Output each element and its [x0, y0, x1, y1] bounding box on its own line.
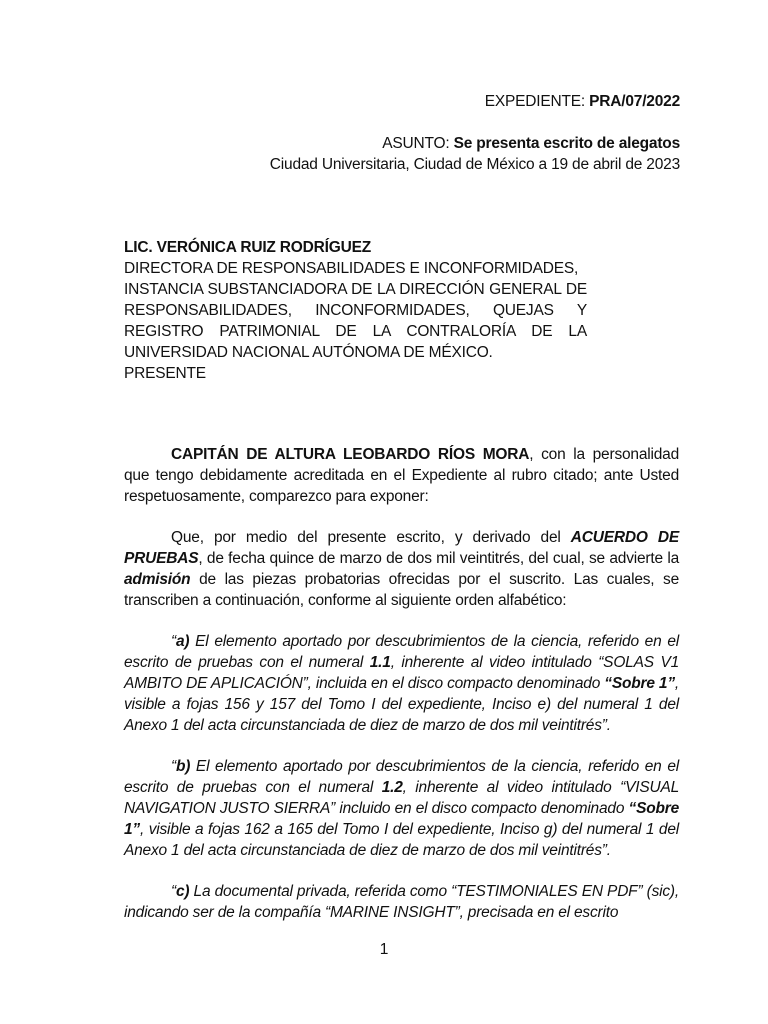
- admision: admisión: [124, 571, 191, 588]
- asunto-line: [124, 133, 680, 154]
- place-date: Ciudad Universitaria, Ciudad de México a 19 de abril de 2023: [269, 156, 680, 173]
- item-a: “a) El elemento aportado por descubrimientos de la ciencia, referido en el escrito de pruebas con el numeral 1.1, inherente al video intitulado “SOLAS V1 AMBITO DE APLICACIÓN”, incluida en el disco compacto denominado “Sobre 1”, visible a fojas 156 y 157 del Tomo I del expediente, Inciso e) del numeral 1 del Anexo 1 del acta circunstanciada de diez de marzo de dos mil veintitrés”.: [124, 633, 680, 734]
- paragraph-acuerdo: Que, por medio del presente escrito, y derivado del ACUERDO DE PRUEBAS, de fecha quince de marzo de dos mil veintitrés, del cual, se advierte la admisión de las piezas probatorias ofrecidas por el suscrito. Las cuales, se transcriben a continuación, conforme al siguiente orden alfabético:: [124, 529, 680, 609]
- item-a-letter: a): [175, 633, 190, 650]
- asunto-label: ASUNTO:: [382, 135, 450, 152]
- intro-paragraph: CAPITÁN DE ALTURA LEOBARDO RÍOS MORA, con la personalidad que tengo debidamente acreditada en el Expediente al rubro citado; ante Usted respetuosamente, comparezco para exponer:: [124, 446, 680, 505]
- item-b-letter: b): [175, 758, 191, 775]
- expediente-line: [124, 91, 680, 112]
- acuerdo-de-pruebas: ACUERDO DE PRUEBAS: [124, 529, 680, 567]
- item-c: “c) La documental privada, referida como “TESTIMONIALES EN PDF” (sic), indicando ser de la compañía “MARINE INSIGHT”, precisada en el escrito: [124, 883, 679, 921]
- addressee-name: LIC. VERÓNICA RUIZ RODRÍGUEZ: [124, 239, 371, 256]
- presente: PRESENTE: [124, 365, 206, 382]
- expediente-label: EXPEDIENTE:: [484, 93, 586, 110]
- intro-name: CAPITÁN DE ALTURA LEOBARDO RÍOS MORA: [171, 446, 530, 463]
- addressee-block: [124, 237, 587, 384]
- asunto-value: Se presenta escrito de alegatos: [453, 135, 680, 152]
- item-c-letter: c): [175, 883, 190, 900]
- item-b: “b) El elemento aportado por descubrimientos de la ciencia, referido en el escrito de pruebas con el numeral 1.2, inherente al video intitulado “VISUAL NAVIGATION JUSTO SIERRA” incluido en el disco compacto denominado “Sobre 1”, visible a fojas 162 a 165 del Tomo I del expediente, Inciso g) del numeral 1 del Anexo 1 del acta circunstanciada de diez de marzo de dos mil veintitrés”.: [124, 758, 680, 859]
- addressee-role-1: DIRECTORA DE RESPONSABILIDADES E INCONFORMIDADES,: [124, 260, 579, 277]
- page-number: 1: [379, 941, 389, 958]
- expediente-value: PRA/07/2022: [589, 93, 680, 110]
- addressee-role-2: INSTANCIA SUBSTANCIADORA DE LA DIRECCIÓN GENERAL DE RESPONSABILIDADES, INCONFORMIDADES, QUEJAS Y REGISTRO PATRIMONIAL DE LA CONTRALORÍA DE LA UNIVERSIDAD NACIONAL AUTÓNOMA DE MÉXICO.: [124, 281, 587, 361]
